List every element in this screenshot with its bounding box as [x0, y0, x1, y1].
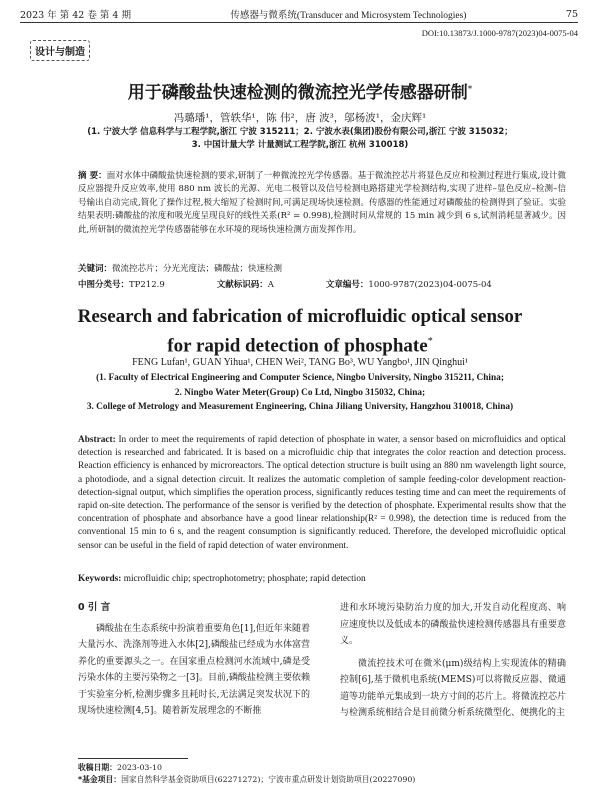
received-date-line	[78, 762, 578, 774]
english-affiliation-line: 3. College of Metrology and Measurement Engineering, China Jiliang University, Hangzhou 310018, China)	[86, 402, 514, 412]
footnote	[78, 762, 578, 786]
header-rule	[20, 22, 578, 23]
english-title-mark: *	[427, 336, 433, 347]
english-abstract	[78, 434, 566, 553]
english-affiliations	[30, 371, 570, 415]
english-authors: FENG Lufan¹, GUAN Yihua¹, CHEN Wei², TANG Bo³, WU Yangbo¹, JIN Qinghui¹	[132, 357, 468, 368]
english-abstract-label: Abstract:	[78, 435, 116, 445]
received-date: 2023-03-10	[116, 763, 162, 772]
title-footnote-mark: *	[467, 84, 473, 95]
english-title	[0, 304, 600, 358]
chinese-keywords-label: 关键词：	[78, 264, 113, 274]
chinese-authors: 冯璐璠¹，管轶华¹，陈 伟²，唐 波³，邬杨波¹，金庆辉¹	[173, 112, 427, 124]
received-label: 收稿日期：	[78, 763, 117, 772]
classification-line	[78, 278, 566, 290]
body-right-column	[340, 600, 566, 722]
issue-info: 2023 年 第 42 卷 第 4 期	[20, 10, 131, 21]
chinese-keywords	[78, 262, 566, 274]
article-no-value: 1000-9787(2023)04-0075-04	[368, 280, 492, 290]
journal-name: 传感器与微系统(Transducer and Microsystem Technologies)	[230, 11, 467, 21]
fund-line	[78, 774, 578, 786]
doc-code-value: A	[267, 280, 274, 290]
chinese-abstract-text: 面对水体中磷酸盐快速检测的要求,研制了一种微流控光学传感器。基于微流控芯片将显色反应和检测过程进行集成,设计微反应器提升反应效率,使用 880 nm 波长的光源、光电二极管以及信号检测电路搭建光学检测结构,实现了进样–显色反应–检测–信号输出自动完成,简化了操作过程,极大缩短了检测时间,可满足现场快速检测。传感器的性能通过对磷酸盐的检测得到了验证。实验结果表明:磷酸盐的浓度和吸光度呈现良好的线性关系(R² = 0.998),检测时间从常规的 15 min 减少到 6 s,试剂消耗显著减少。因此,所研制的微流控光学传感器能够在水环境的现场快速检测方面发挥作用。	[78, 171, 566, 235]
clc-label: 中图分类号：	[78, 280, 130, 290]
page-number: 75	[565, 8, 578, 20]
body-paragraph: 进和水环境污染防治力度的加大,开发自动化程度高、响应速度快以及低成本的磷酸盐快速检测传感器具有重要意义。	[340, 603, 566, 646]
english-affiliation-line: (1. Faculty of Electrical Engineering and Computer Science, Ningbo University, Ningbo 315211, China;	[96, 373, 504, 383]
doc-code-field	[217, 278, 300, 290]
english-affiliation-line: 2. Ningbo Water Meter(Group) Co Ltd, Ningbo 315032, China;	[174, 387, 426, 398]
running-header	[20, 6, 578, 22]
english-abstract-text: In order to meet the requirements of rapid detection of phosphate in water, a sensor based on microfluidics and optical detection is researched and fabricated. It is based on a microfluidic chip that integrates the color reaction and detection process. Reaction efficiency is enhanced by microreactors. The optical detection structure is built using an 880 nm wavelength light source, a photodiode, and a signal detection circuit. It realizes the automatic completion of sample feeding-color development reaction-detection-signal output, which simplifies the operation process, significantly reduces testing time and can meet the requirements of rapid on-site detection. The performance of the sensor is verified by the detection of phosphate. Experimental results show that the concentration of phosphate and absorbance have a good linear relationship(R² = 0.998), the detection time is reduced from the conventional 15 min to 6 s, and the reagent consumption is significantly reduced. Therefore, the developed microfluidic optical sensor can be useful in the field of rapid detection of water environment.	[78, 435, 566, 551]
body-paragraph: 微流控技术可在微米(μm)级结构上实现流体的精确控制[6],基于微机电系统(MEMS)可以将微反应器、微通道等功能单元集成到一块方寸间的芯片上。将微流控芯片与检测系统相结合是目前微分析系统微型化、便携化的主	[340, 658, 566, 718]
doc-code-label: 文献标识码：	[216, 280, 268, 290]
clc-field	[78, 278, 191, 290]
doi[interactable]: DOI:10.13873/J.1000-9787(2023)04-0075-04	[421, 28, 578, 38]
footnote-rule	[78, 758, 188, 759]
chinese-affiliation-line: (1. 宁波大学 信息科学与工程学院,浙江 宁波 315211；2. 宁波水表(集团)股份有限公司,浙江 宁波 315032；	[87, 127, 513, 137]
clc-value: TP212.9	[129, 280, 165, 290]
english-title-line-2-text: for rapid detection of phosphate	[167, 335, 428, 357]
chinese-affiliations	[40, 126, 560, 152]
article-no-label: 文章编号：	[325, 280, 369, 290]
section-tag: 设计与制造	[30, 40, 90, 61]
fund-label: *基金项目：	[78, 775, 122, 784]
english-keywords	[78, 574, 566, 584]
fund-text: 国家自然科学基金资助项目(62271272)；宁波市重点研发计划资助项目(20227090)	[121, 775, 416, 784]
body-paragraph: 磷酸盐在生态系统中扮演着重要角色[1],但近年来随着大量污水、洗涤剂等进入水体[2],磷酸盐已经成为水体富营养化的重要源头之一。在国家重点检测河水流域中,磷是受污染水体的主要污染物之一[3]。目前,磷酸盐检测主要依赖于实验室分析,检测步骤多且耗时长,无法满足突发状况下的现场快速检测[4,5]。随着新发展理念的不断推	[78, 623, 310, 716]
body-left-column	[78, 600, 310, 720]
section-heading-introduction: 0 引 言	[78, 602, 111, 613]
english-title-line-1: Research and fabrication of microfluidic optical sensor	[77, 306, 523, 327]
chinese-keywords-text: 微流控芯片；分光光度法；磷酸盐；快速检测	[112, 264, 283, 274]
english-keywords-label: Keywords:	[78, 574, 122, 584]
chinese-abstract	[78, 170, 566, 237]
chinese-title	[0, 78, 600, 103]
chinese-affiliation-line: 3. 中国计量大学 计量测试工程学院,浙江 杭州 310018)	[191, 140, 409, 150]
chinese-title-text: 用于磷酸盐快速检测的微流控光学传感器研制	[127, 83, 468, 103]
english-title-line-2	[0, 329, 600, 358]
article-no-field	[326, 278, 518, 290]
chinese-abstract-label: 摘 要：	[78, 171, 107, 181]
english-keywords-text: microfluidic chip; spectrophotometry; phosphate; rapid detection	[123, 574, 366, 584]
